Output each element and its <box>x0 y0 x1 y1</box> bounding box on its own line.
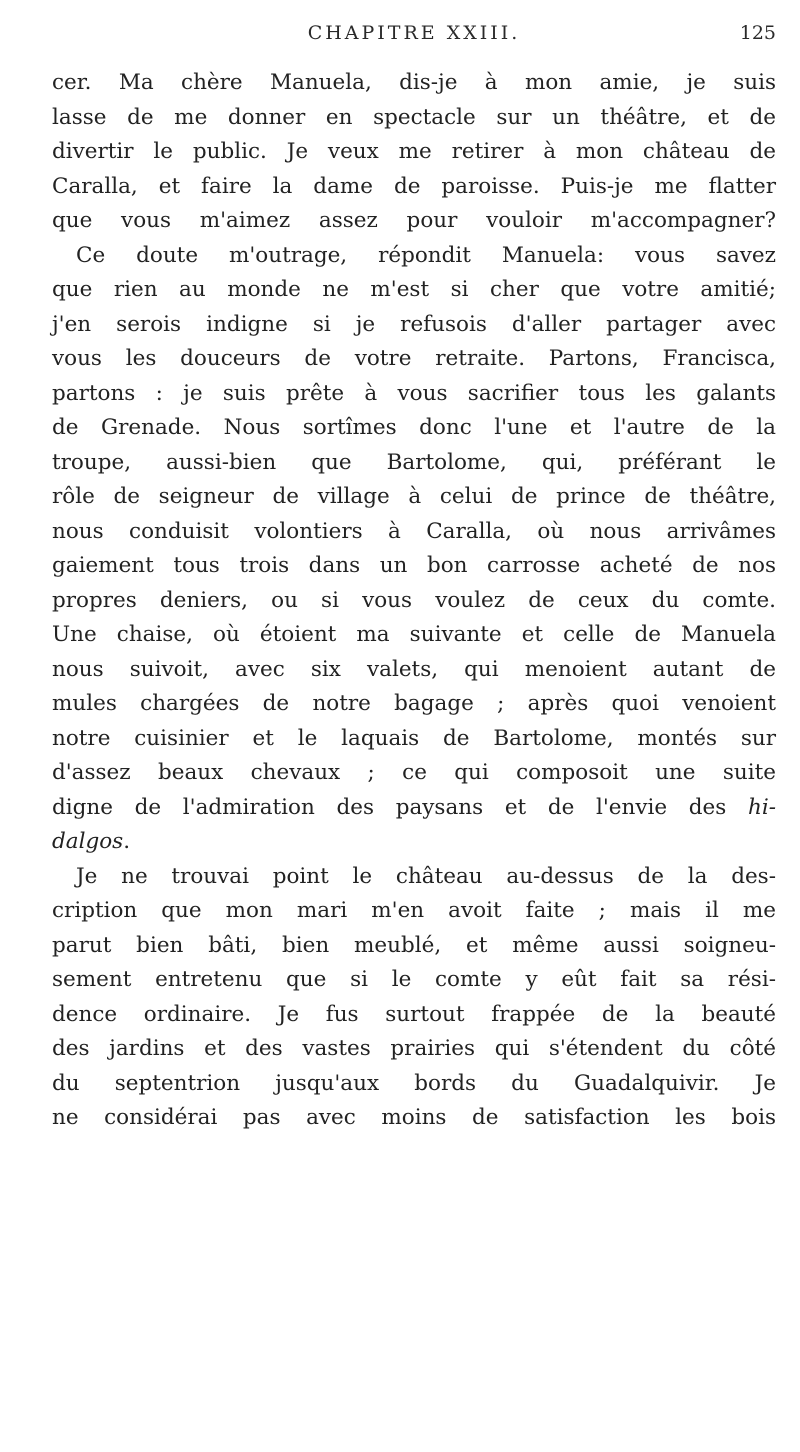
text-line: propres deniers, ou si vous voulez de ceux du comte. <box>52 587 776 613</box>
text-line: Une chaise, où étoient ma suivante et celle de Manuela <box>52 622 776 647</box>
text-line: partons : je suis prête à vous sacrifier tous les galants <box>52 380 776 406</box>
italic-word-start: hi- <box>748 794 776 820</box>
text-line: parut bien bâti, bien meublé, et même aussi soigneu- <box>52 932 776 958</box>
text-line: que vous m'aimez assez pour vouloir m'accompagner? <box>52 208 776 233</box>
text-line: rôle de seigneur de village à celui de prince de théâtre, <box>52 484 776 509</box>
text-line: cription que mon mari m'en avoit faite ; mais il me <box>52 898 776 923</box>
text-line: cer. Ma chère Manuela, dis-je à mon amie, je suis <box>52 70 776 95</box>
text-line: nous suivoit, avec six valets, qui menoient autant de <box>52 656 776 682</box>
text-line: Caralla, et faire la dame de paroisse. Puis-je me flatter <box>52 173 776 199</box>
page-number: 125 <box>739 22 776 44</box>
italic-word-end: dalgos <box>52 829 124 854</box>
text-line: ne considérai pas avec moins de satisfaction les bois <box>52 1105 776 1130</box>
text-line: notre cuisinier et le laquais de Bartolome, montés sur <box>52 725 776 751</box>
body-text <box>52 66 776 1136</box>
text-line: troupe, aussi-bien que Bartolome, qui, préférant le <box>52 449 776 475</box>
text-line: mules chargées de notre bagage ; après quoi venoient <box>52 691 776 716</box>
text-line: lasse de me donner en spectacle sur un théâtre, et de <box>52 104 776 130</box>
text-line: sement entretenu que si le comte y eût fait sa rési- <box>52 967 776 992</box>
text-line: Ce doute m'outrage, répondit Manuela: vous savez <box>76 242 776 268</box>
text-line: dence ordinaire. Je fus surtout frappée de la beauté <box>52 1001 776 1027</box>
text-line: de Grenade. Nous sortîmes donc l'une et l'autre de la <box>52 415 776 440</box>
text-line: divertir le public. Je veux me retirer à mon château de <box>52 139 776 164</box>
text-line: j'en serois indigne si je refusois d'aller partager avec <box>52 311 776 337</box>
text-line: du septentrion jusqu'aux bords du Guadalquivir. Je <box>52 1070 776 1096</box>
text-line-italic <box>52 825 776 860</box>
text-line: d'assez beaux chevaux ; ce qui composoit une suite <box>52 760 776 785</box>
chapter-title: CHAPITRE XXIII. <box>307 22 521 44</box>
running-head <box>52 22 776 52</box>
period: . <box>123 829 131 854</box>
text-line: Je ne trouvai point le château au-dessus de la des- <box>76 863 776 889</box>
text-line: vous les douceurs de votre retraite. Partons, Francisca, <box>52 346 776 371</box>
text-line-with-italic <box>52 791 776 826</box>
text-line-segment: digne de l'admiration des paysans et de l'envie des <box>52 794 727 820</box>
text-line: que rien au monde ne m'est si cher que votre amitié; <box>52 277 776 302</box>
text-line: gaiement tous trois dans un bon carrosse acheté de nos <box>52 553 776 578</box>
text-line: nous conduisit volontiers à Caralla, où nous arrivâmes <box>52 518 776 544</box>
text-line: des jardins et des vastes prairies qui s'étendent du côté <box>52 1036 776 1061</box>
